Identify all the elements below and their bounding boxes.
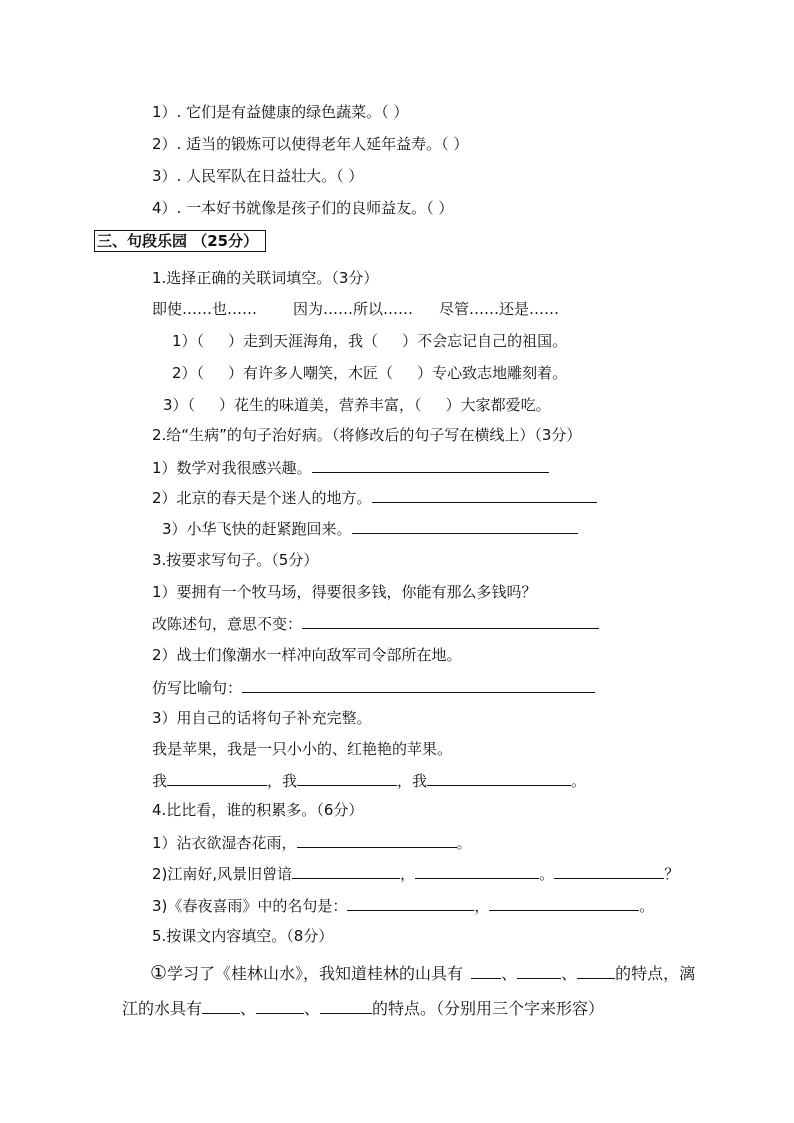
- circled-number: ①: [150, 962, 168, 984]
- q1-item-1: 1）（ ）走到天涯海角，我（ ）不会忘记自己的祖国。: [172, 332, 568, 350]
- answer-line[interactable]: [554, 863, 664, 879]
- answer-line[interactable]: [489, 895, 639, 911]
- part2-item-2: 2）. 适当的锻炼可以使得老年人延年益寿。（ ）: [152, 135, 469, 153]
- answer-line[interactable]: [302, 613, 599, 629]
- part2-item-1: 1）. 它们是有益健康的绿色蔬菜。（ ）: [152, 103, 409, 121]
- q2-item-2: 2）北京的春天是个迷人的地方。: [152, 487, 597, 508]
- q1-title: 1.选择正确的关联词填空。（3分）: [152, 269, 379, 287]
- q1-item-3: 3）（ ）花生的味道美，营养丰富，（ ）大家都爱吃。: [163, 396, 551, 414]
- answer-line[interactable]: [347, 895, 474, 911]
- q3-example: 我是苹果，我是一只小小的、红艳艳的苹果。: [152, 740, 453, 758]
- answer-line[interactable]: [202, 998, 240, 1014]
- answer-line[interactable]: [297, 770, 397, 786]
- answer-line[interactable]: [415, 863, 539, 879]
- answer-line[interactable]: [167, 770, 267, 786]
- q1-option-1: 即使……也……: [152, 300, 258, 318]
- q5-paragraph-2: 江的水具有 、 、 的特点。（分别用三个字来形容）: [122, 999, 605, 1018]
- q5-paragraph-1: ①学习了《桂林山水》，我知道桂林的山具有 、 、 的特点，漓: [150, 962, 696, 984]
- answer-line[interactable]: [372, 487, 597, 503]
- q5-title: 5.按课文内容填空。（8分）: [152, 927, 334, 945]
- answer-line[interactable]: [320, 998, 372, 1014]
- q1-item-2: 2）（ ）有许多人嘲笑，木匠（ ）专心致志地雕刻着。: [172, 364, 568, 382]
- answer-line[interactable]: [242, 677, 595, 693]
- q3-prompt-1: 改陈述句，意思不变：: [152, 613, 599, 634]
- answer-line[interactable]: [256, 998, 304, 1014]
- q2-title: 2.给“生病”的句子治好病。（将修改后的句子写在横线上）（3分）: [152, 426, 582, 444]
- section-title: 三、句段乐园 （25分）: [97, 232, 259, 250]
- answer-line[interactable]: [297, 832, 457, 848]
- q4-item-1: 1）沾衣欲湿杏花雨， 。: [152, 834, 472, 852]
- q1-options: [152, 299, 559, 319]
- q3-sentence-2: 2）战士们像潮水一样冲向敌军司令部所在地。: [152, 646, 462, 664]
- q3-sentence-1: 1）要拥有一个牧马场，得要很多钱，你能有那么多钱吗？: [152, 583, 537, 601]
- q1-option-3: 尽管……还是……: [439, 300, 560, 318]
- answer-line[interactable]: [517, 963, 561, 979]
- q4-item-2: 2)江南好,风景旧曾谙 ， 。 ？: [152, 865, 680, 883]
- answer-line[interactable]: [577, 963, 615, 979]
- q4-title: 4.比比看，谁的积累多。（6分）: [152, 801, 364, 819]
- answer-line[interactable]: [471, 963, 501, 979]
- q3-prompt-2: 仿写比喻句：: [152, 677, 595, 698]
- answer-line[interactable]: [427, 770, 571, 786]
- q3-title: 3.按要求写句子。（5分）: [152, 551, 319, 569]
- q2-item-3: 3）小华飞快的赶紧跑回来。: [162, 518, 578, 539]
- q1-option-2: 因为……所以……: [293, 300, 414, 318]
- answer-line[interactable]: [352, 518, 578, 534]
- q4-item-3: 3)《春夜喜雨》中的名句是： ， 。: [152, 897, 655, 915]
- q2-item-1: 1）数学对我很感兴趣。: [152, 457, 549, 478]
- q3-fill: 我 ，我 ，我 。: [152, 772, 587, 790]
- answer-line[interactable]: [292, 863, 400, 879]
- part2-item-3: 3）. 人民军队在日益壮大。（ ）: [152, 167, 364, 185]
- part2-item-4: 4）. 一本好书就像是孩子们的良师益友。（ ）: [152, 199, 454, 217]
- answer-line[interactable]: [312, 457, 549, 473]
- q3-sentence-3: 3）用自己的话将句子补充完整。: [152, 709, 372, 727]
